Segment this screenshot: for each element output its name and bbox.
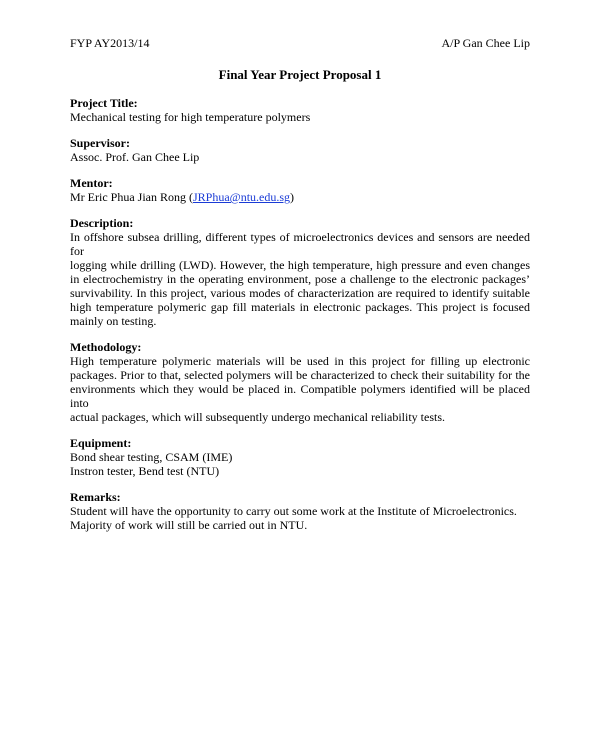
mentor-name: Mr Eric Phua Jian Rong (	[70, 190, 193, 204]
supervisor-text: Assoc. Prof. Gan Chee Lip	[70, 150, 200, 164]
methodology-heading: Methodology:	[70, 340, 142, 354]
project-title-heading: Project Title:	[70, 96, 138, 110]
methodology-line: actual packages, which will subsequently undergo mechanical reliability tests.	[70, 410, 445, 424]
header-course: FYP AY2013/14	[70, 36, 150, 50]
methodology-section	[70, 340, 530, 424]
description-section	[70, 216, 530, 328]
description-line: high temperature polymeric gap fill materials in electronic packages. This project is focused	[70, 300, 530, 314]
proposal-content	[70, 96, 530, 544]
remarks-line: Student will have the opportunity to carry out some work at the Institute of Microelectronics.	[70, 504, 517, 518]
description-line: survivability. In this project, various modes of characterization are required to identify suitable	[70, 286, 530, 300]
project-title-section	[70, 96, 530, 124]
remarks-line: Majority of work will still be carried out in NTU.	[70, 518, 308, 532]
mentor-email-link[interactable]: JRPhua@ntu.edu.sg	[192, 190, 291, 204]
header-supervisor: A/P Gan Chee Lip	[441, 36, 530, 50]
equipment-line: Instron tester, Bend test (NTU)	[70, 464, 220, 478]
description-line: in electrochemistry in the operating environment, pose a challenge to the electronic packages’	[70, 272, 530, 286]
description-line: mainly on testing.	[70, 314, 157, 328]
methodology-line: environments which they would be placed in. Compatible polymers identified will be placed into	[70, 382, 530, 410]
description-heading: Description:	[70, 216, 134, 230]
methodology-line: packages. Prior to that, selected polymers will be characterized to check their suitability for the	[70, 368, 530, 382]
supervisor-section	[70, 136, 530, 164]
mentor-close-paren: )	[290, 190, 295, 204]
description-line: logging while drilling (LWD). However, the high temperature, high pressure and even changes	[70, 258, 530, 272]
page-title: Final Year Project Proposal 1	[218, 67, 382, 82]
equipment-line: Bond shear testing, CSAM (IME)	[70, 450, 233, 464]
equipment-section	[70, 436, 530, 478]
supervisor-heading: Supervisor:	[70, 136, 130, 150]
mentor-section	[70, 176, 530, 204]
page-header	[70, 36, 530, 50]
methodology-line: High temperature polymeric materials will be used in this project for filling up electronic	[70, 354, 530, 368]
project-title-text: Mechanical testing for high temperature polymers	[70, 110, 311, 124]
mentor-heading: Mentor:	[70, 176, 113, 190]
remarks-section	[70, 490, 530, 532]
remarks-heading: Remarks:	[70, 490, 121, 504]
mentor-text	[70, 190, 530, 204]
equipment-heading: Equipment:	[70, 436, 132, 450]
description-line: In offshore subsea drilling, different types of microelectronics devices and sensors are needed for	[70, 230, 530, 258]
